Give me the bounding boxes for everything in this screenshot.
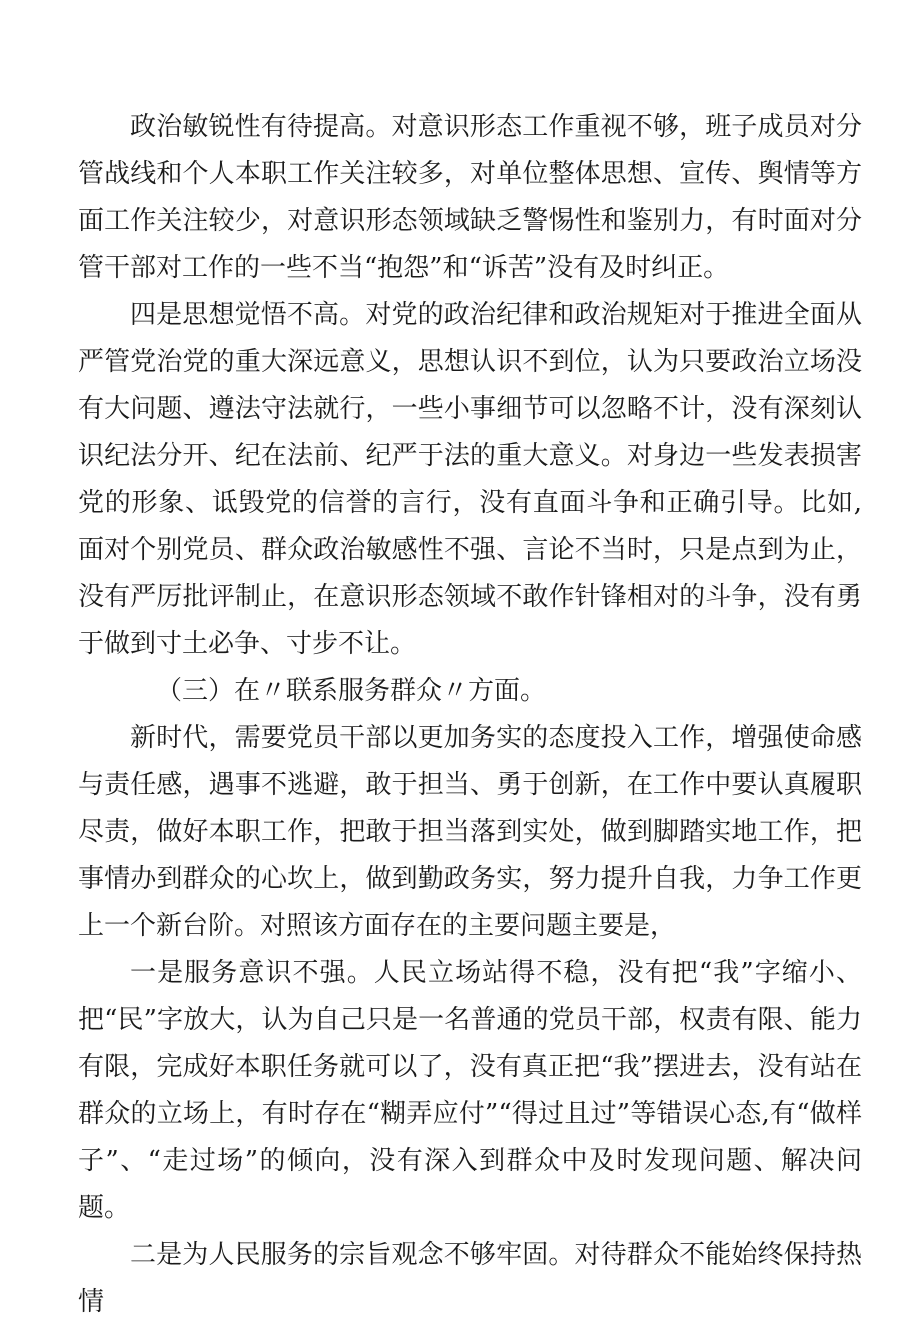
paragraph-point-one: 一是服务意识不强。人民立场站得不稳，没有把“我”字缩小、把“民”字放大，认为自己只是一名普通的党员干部，权责有限、能力有限，完成好本职任务就可以了，没有真正把“我”摆进去，没有站在群众的立场上，有时存在“糊弄应付”“得过且过”等错误心态,有“做样子”、“走过场”的倾向，没有深入到群众中及时发现问题、解决问题。	[78, 958, 862, 1223]
section-heading-three: （三）在〃联系服务群众〃方面。	[156, 676, 547, 706]
paragraph-new-era: 新时代，需要党员干部以更加务实的态度投入工作，增强使命感与责任感，遇事不逃避，敢于担当、勇于创新，在工作中要认真履职尽责，做好本职工作，把敢于担当落到实处，做到脚踏实地工作，把事情办到群众的心坎上，做到勤政务实，努力提升自我，力争工作更上一个新台阶。对照该方面存在的主要问题主要是，	[78, 723, 862, 941]
document-body	[78, 104, 862, 1326]
paragraph-point-four: 四是思想觉悟不高。对党的政治纪律和政治规矩对于推进全面从严管党治党的重大深远意义，思想认识不到位，认为只要政治立场没有大问题、遵法守法就行，一些小事细节可以忽略不计，没有深刻认识纪法分开、纪在法前、纪严于法的重大意义。对身边一些发表损害党的形象、诋毁党的信誉的言行，没有直面斗争和正确引导。比如,面对个别党员、群众政治敏感性不强、言论不当时，只是点到为止，没有严厉批评制止，在意识形态领域不敢作针锋相对的斗争，没有勇于做到寸土必争、寸步不让。	[78, 300, 862, 659]
paragraph-point-two: 二是为人民服务的宗旨观念不够牢固。对待群众不能始终保持热情	[78, 1240, 862, 1317]
paragraph-political-sensitivity: 政治敏锐性有待提高。对意识形态工作重视不够，班子成员对分管战线和个人本职工作关注较多，对单位整体思想、宣传、舆情等方面工作关注较少，对意识形态领域缺乏警惕性和鉴别力，有时面对分管干部对工作的一些不当“抱怨”和“诉苦”没有及时纠正。	[78, 112, 862, 283]
